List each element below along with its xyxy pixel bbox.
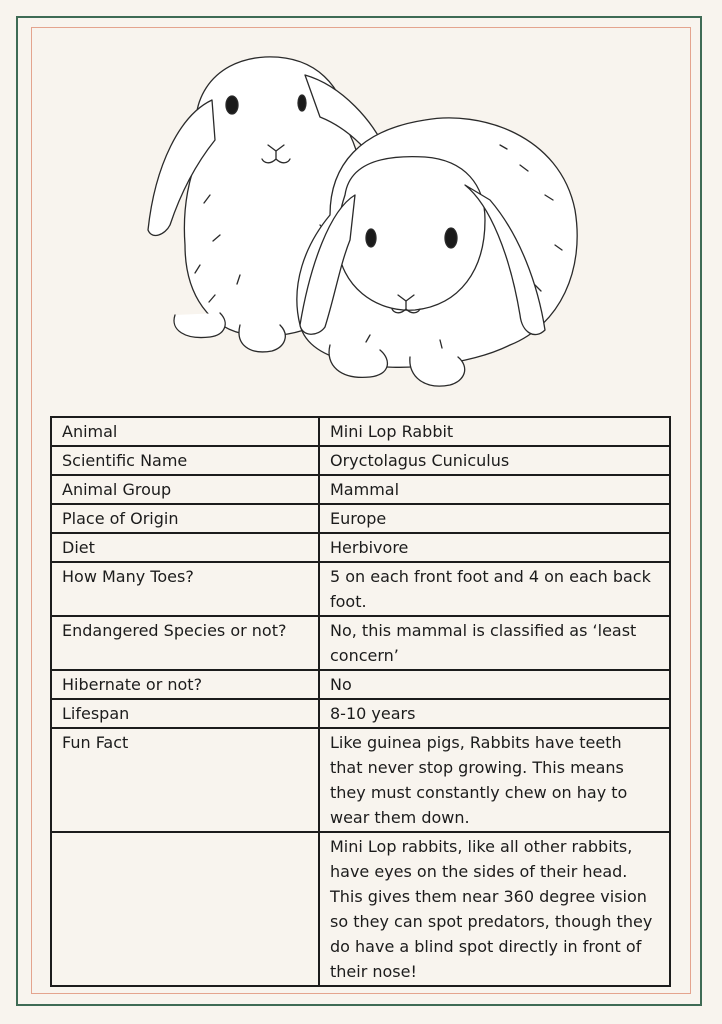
row-label: Scientific Name <box>51 446 319 475</box>
row-label: Diet <box>51 533 319 562</box>
row-value: Like guinea pigs, Rabbits have teeth that never stop growing. This means they must constantly chew on hay to wear them down. <box>319 728 670 832</box>
table-row <box>51 832 670 986</box>
table-row <box>51 699 670 728</box>
row-label: Endangered Species or not? <box>51 616 319 670</box>
row-value: Oryctolagus Cuniculus <box>319 446 670 475</box>
row-value: Mini Lop Rabbit <box>319 417 670 446</box>
row-value: Mini Lop rabbits, like all other rabbits, have eyes on the sides of their head. This gives them near 360 degree vision so they can spot predators, though they do have a blind spot directly in front of their nose! <box>319 832 670 986</box>
row-value: Herbivore <box>319 533 670 562</box>
row-label <box>51 832 319 986</box>
table-row <box>51 475 670 504</box>
row-value: Europe <box>319 504 670 533</box>
row-value: 5 on each front foot and 4 on each back foot. <box>319 562 670 616</box>
row-label: How Many Toes? <box>51 562 319 616</box>
row-value: 8-10 years <box>319 699 670 728</box>
row-label: Animal <box>51 417 319 446</box>
table-row <box>51 616 670 670</box>
row-label: Animal Group <box>51 475 319 504</box>
table-row <box>51 504 670 533</box>
table-row <box>51 670 670 699</box>
row-label: Lifespan <box>51 699 319 728</box>
row-label: Place of Origin <box>51 504 319 533</box>
table-row <box>51 562 670 616</box>
row-value: No <box>319 670 670 699</box>
table-row <box>51 728 670 832</box>
table-row <box>51 446 670 475</box>
row-label: Fun Fact <box>51 728 319 832</box>
row-value: No, this mammal is classified as ‘least concern’ <box>319 616 670 670</box>
row-label: Hibernate or not? <box>51 670 319 699</box>
table-row <box>51 417 670 446</box>
table-row <box>51 533 670 562</box>
fact-table <box>50 416 671 987</box>
row-value: Mammal <box>319 475 670 504</box>
rabbits-illustration <box>140 45 580 395</box>
